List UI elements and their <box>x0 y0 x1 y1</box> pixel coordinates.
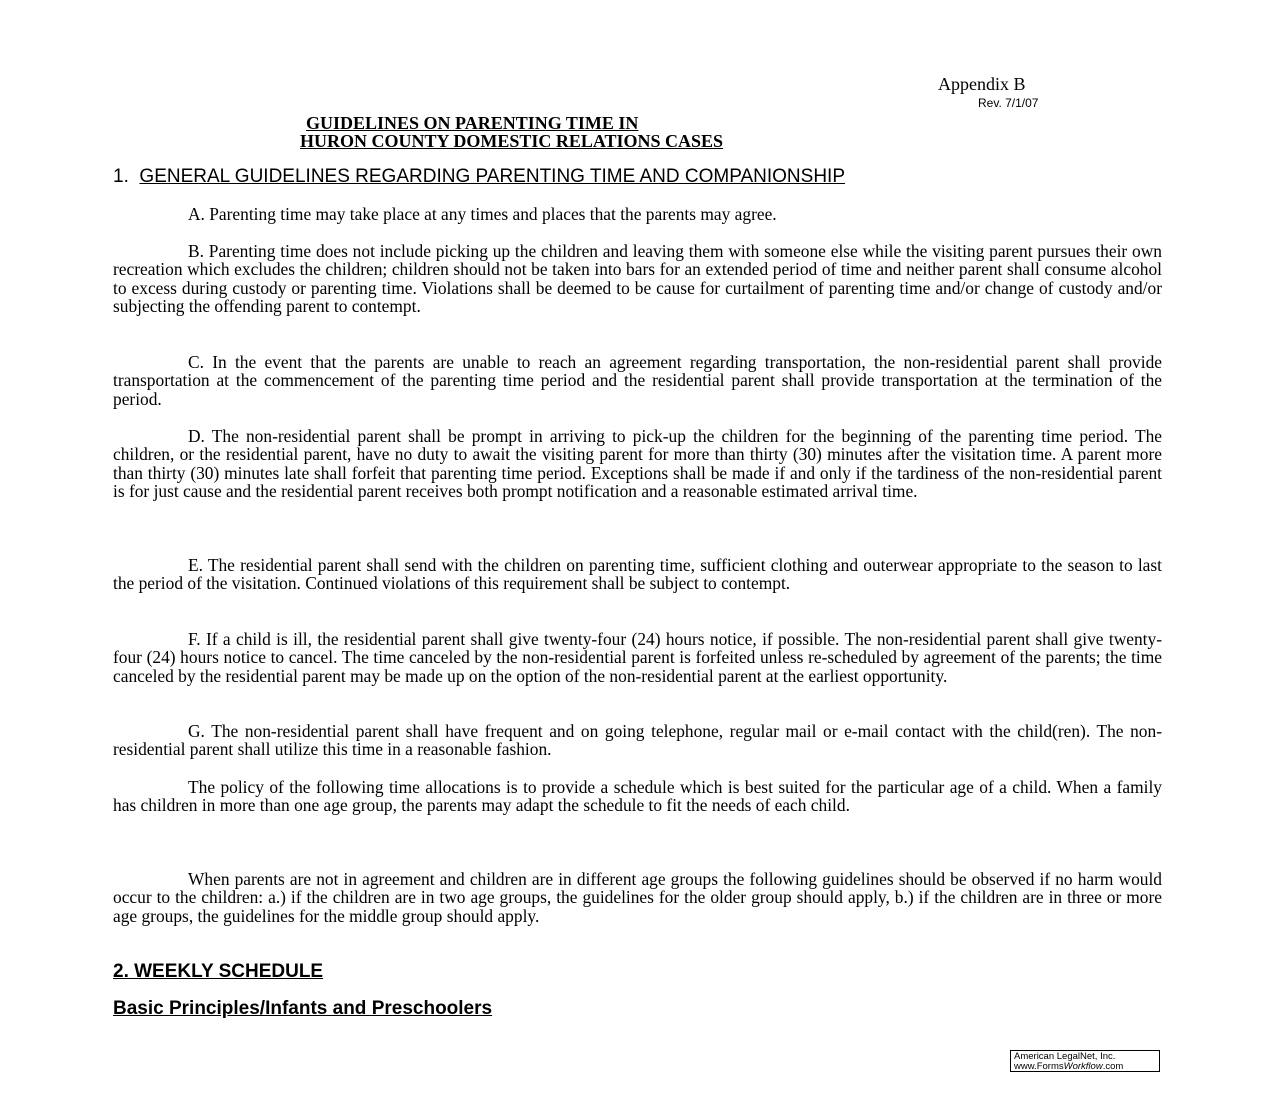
paragraph-c: C. In the event that the parents are unable to reach an agreement regarding transportation, the non-residential parent shall provide transportation at the commencement of the parenting time period and the residential parent shall provide transportation at the termination of the period. <box>113 352 1162 409</box>
publisher-stamp <box>1010 1050 1160 1072</box>
appendix-label: Appendix B <box>938 74 1026 94</box>
revision-date: Rev. 7/1/07 <box>978 96 1039 110</box>
paragraph-b: B. Parenting time does not include picking up the children and leaving them with someone else while the visiting parent pursues their own recreation which excludes the children; children should not be taken into bars for an extended period of time and neither parent shall consume alcohol to excess during custody or parenting time. Violations shall be deemed to be cause for curtailment of parenting time and/or change of custody and/or subjecting the offending parent to contempt. <box>113 241 1162 317</box>
paragraph-g: G. The non-residential parent shall have frequent and on going telephone, regular mail or e-mail contact with the child(ren). The non-residential parent shall utilize this time in a reasonable fashion. <box>113 721 1162 760</box>
document-title-line-2: HURON COUNTY DOMESTIC RELATIONS CASES <box>300 131 724 151</box>
paragraph-e: E. The residential parent shall send with the children on parenting time, sufficient clothing and outerwear appropriate to the season to last the period of the visitation. Continued violations of this requirement shall be subject to contempt. <box>113 555 1162 594</box>
paragraph-age-groups: When parents are not in agreement and children are in different age groups the following guidelines should be observed if no harm would occur to the children: a.) if the children are in two age groups, the guidelines for the older group should apply, b.) if the children are in three or more age groups, the guidelines for the middle group should apply. <box>113 869 1162 926</box>
section-1-number: 1. <box>113 166 129 187</box>
section-2-subheading: Basic Principles/Infants and Preschoolers <box>113 998 493 1019</box>
publisher-name: American LegalNet, Inc. <box>1014 1051 1116 1062</box>
paragraph-a: A. Parenting time may take place at any times and places that the parents may agree. <box>188 204 777 224</box>
section-1-heading <box>113 166 845 188</box>
section-1-title: GENERAL GUIDELINES REGARDING PARENTING TIME AND COMPANIONSHIP <box>139 166 846 187</box>
paragraph-f: F. If a child is ill, the residential parent shall give twenty-four (24) hours notice, if possible. The non-residential parent shall give twenty-four (24) hours notice to cancel. The time canceled by the non-residential parent is forfeited unless re-scheduled by agreement of the parents; the time canceled by the residential parent may be made up on the option of the non-residential parent at the earliest opportunity. <box>113 629 1162 686</box>
publisher-url: www.FormsWorkflow.com <box>1014 1061 1124 1072</box>
paragraph-policy: The policy of the following time allocations is to provide a schedule which is best suited for the particular age of a child. When a family has children in more than one age group, the parents may adapt the schedule to fit the needs of each child. <box>113 777 1162 816</box>
document-title-line-1: GUIDELINES ON PARENTING TIME IN <box>306 113 639 133</box>
section-2-heading: 2. WEEKLY SCHEDULE <box>113 961 324 982</box>
paragraph-d: D. The non-residential parent shall be prompt in arriving to pick-up the children for the beginning of the parenting time period. The children, or the residential parent, have no duty to await the visiting parent for more than thirty (30) minutes after the visitation time. A parent more than thirty (30) minutes late shall forfeit that parenting time period. Exceptions shall be made if and only if the tardiness of the non-residential parent is for just cause and the residential parent receives both prompt notification and a reasonable estimated arrival time. <box>113 426 1162 502</box>
